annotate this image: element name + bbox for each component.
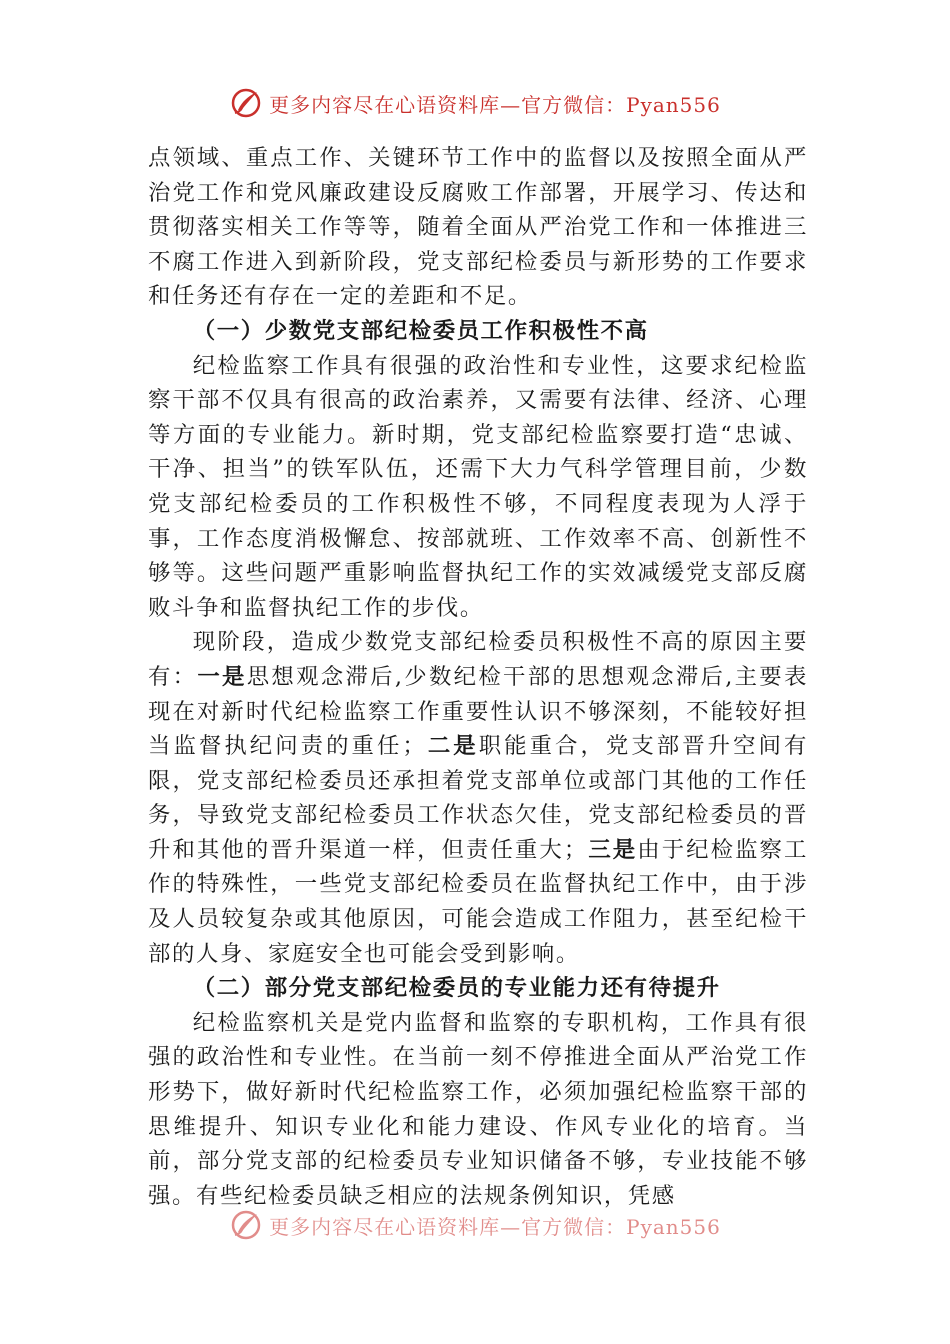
brush-logo-icon xyxy=(229,1208,263,1242)
watermark-text: 更多内容尽在心语资料库—官方微信：Pyan556 xyxy=(269,92,721,117)
paragraph-continued: 点领域、重点工作、关键环节工作中的监督以及按照全面从严治党工作和党风廉政建设反腐败工作部署，开展学习、传达和贯彻落实相关工作等等，随着全面从严治党工作和一体推进三不腐工作进入到新阶段，党支部纪检委员与新形势的工作要求和任务还有存在一定的差距和不足。 xyxy=(148,145,808,310)
watermark-text: 更多内容尽在心语资料库—官方微信：Pyan556 xyxy=(269,1214,721,1239)
header-watermark xyxy=(0,86,950,120)
document-body xyxy=(148,141,808,1213)
point-three-label: 三是 xyxy=(587,836,638,863)
point-three-text: 由于纪检监察工作的特殊性，一些党支部纪检委员在监督执纪工作中，由于涉及人员较复杂或其他原因，可能会造成工作阻力，甚至纪检干部的人身、家庭安全也可能会受到影响。 xyxy=(148,836,809,967)
point-one-label: 一是 xyxy=(197,663,247,690)
section-heading-2: （二）部分党支部纪检委员的专业能力还有待提升 xyxy=(192,975,721,1002)
paragraph-3-intro: 现阶段，造成少数党支部纪检委员积极性不高的原因主要有： xyxy=(148,629,808,690)
point-two-label: 二是 xyxy=(426,733,479,760)
section-heading-1: （一）少数党支部纪检委员工作积极性不高 xyxy=(192,317,649,344)
point-two-text: 职能重合，党支部晋升空间有限，党支部纪检委员还承担着党支部单位或部门其他的工作任务，导致党支部纪检委员工作状态欠佳，党支部纪检委员的晋升和其他的晋升渠道一样，但责任重大； xyxy=(148,733,808,863)
paragraph-3 xyxy=(148,625,808,971)
paragraph-4: 纪检监察机关是党内监督和监察的专职机构，工作具有很强的政治性和专业性。在当前一刻不停推进全面从严治党工作形势下，做好新时代纪检监察工作，必须加强纪检监察干部的思维提升、知识专业化和能力建设、作风专业化的培育。当前，部分党支部的纪检委员专业知识储备不够，专业技能不够强。有些纪检委员缺乏相应的法规条例知识，凭感 xyxy=(148,1009,808,1209)
brush-logo-icon xyxy=(229,86,263,120)
point-one-text: 思想观念滞后,少数纪检干部的思想观念滞后,主要表现在对新时代纪检监察工作重要性认识不够深刻，不能较好担当监督执纪问责的重任； xyxy=(148,663,808,760)
paragraph-2: 纪检监察工作具有很强的政治性和专业性，这要求纪检监察干部不仅具有很高的政治素养，又需要有法律、经济、心理等方面的专业能力。新时期，党支部纪检监察要打造“忠诚、干净、担当”的铁军队伍，还需下大力气科学管理目前，少数党支部纪检委员的工作积极性不够，不同程度表现为人浮于事，工作态度消极懈怠、按部就班、工作效率不高、创新性不够等。这些问题严重影响监督执纪工作的实效减缓党支部反腐败斗争和监督执纪工作的步伐。 xyxy=(148,352,808,621)
footer-watermark xyxy=(0,1208,950,1242)
